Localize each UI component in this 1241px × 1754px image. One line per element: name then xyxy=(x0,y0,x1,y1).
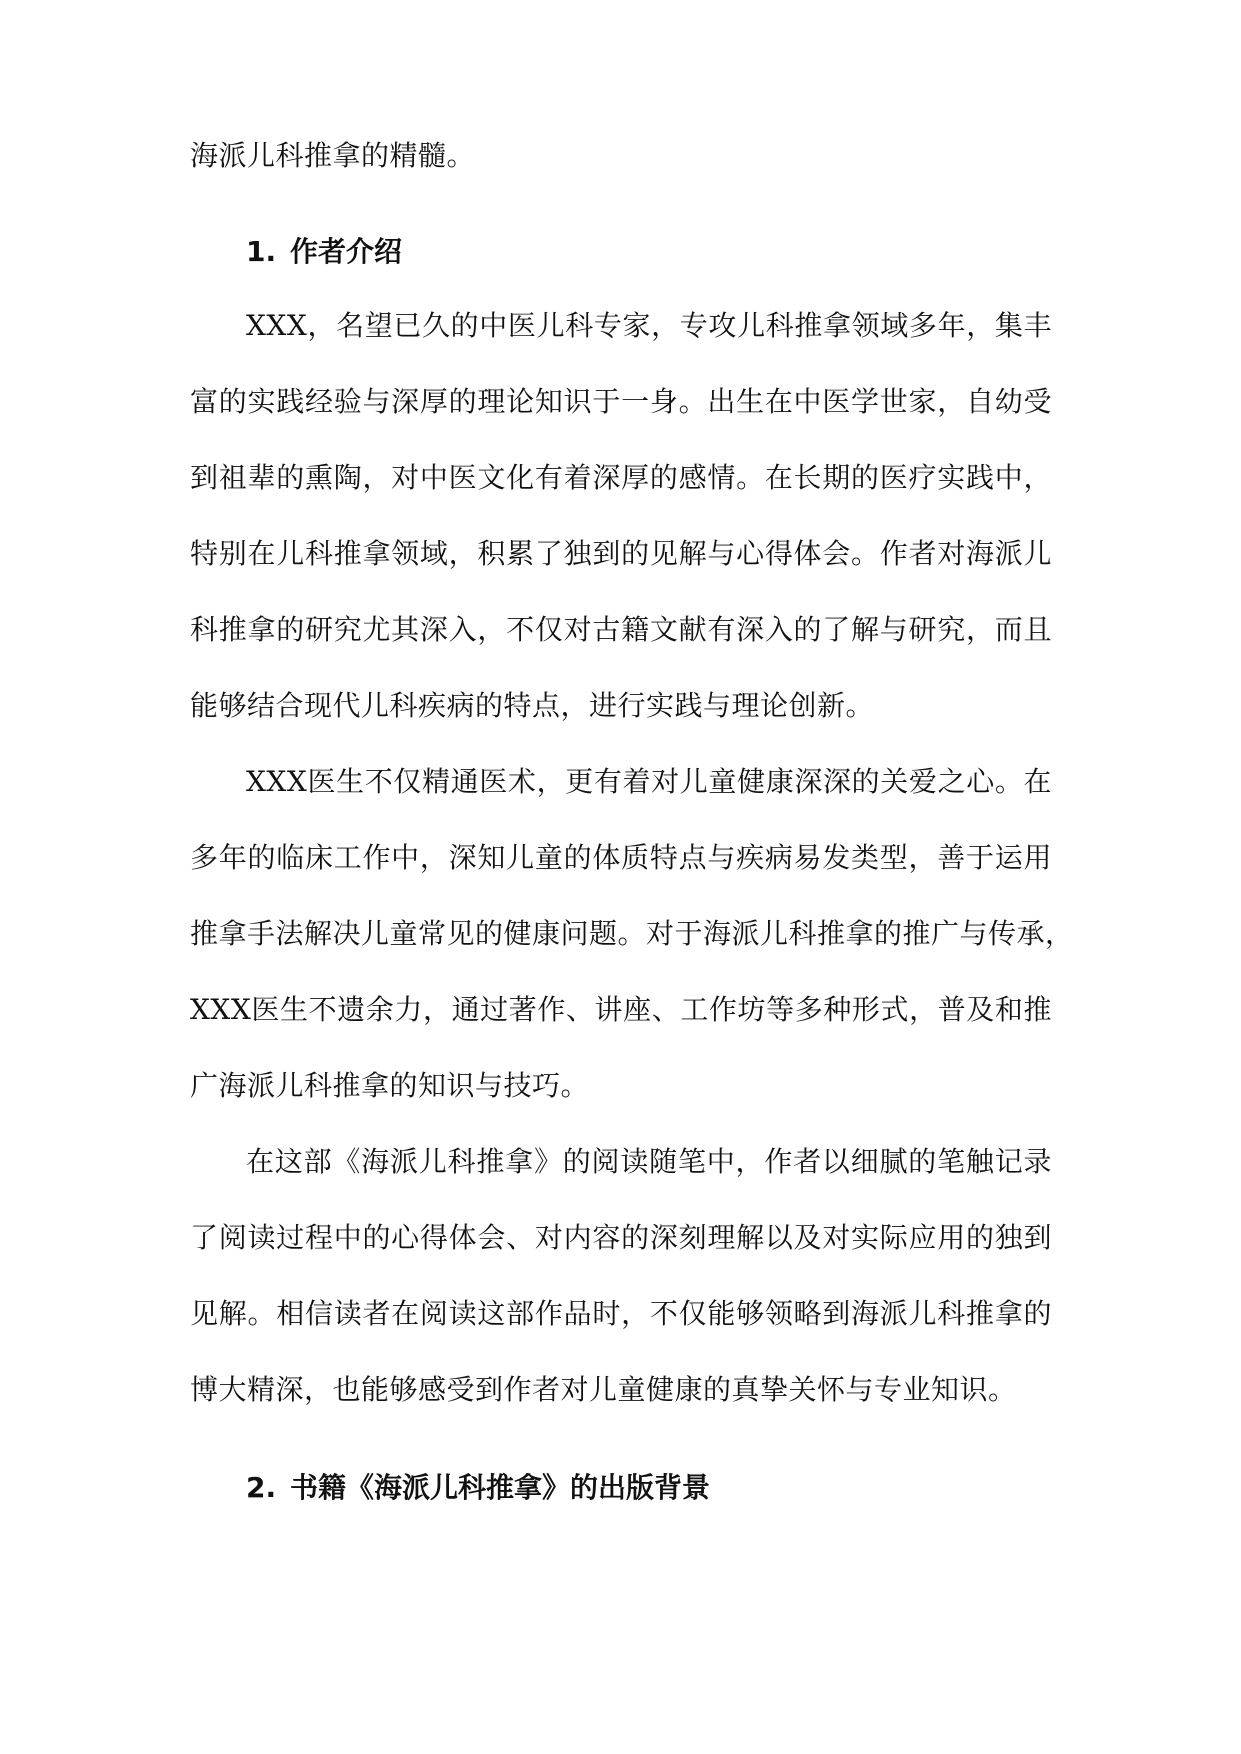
section-title: 作者介绍 xyxy=(290,235,403,268)
paragraph-line: 多年的临床工作中，深知儿童的体质特点与疾病易发类型，善于运用 xyxy=(190,841,1052,874)
paragraph-line: 博大精深，也能够感受到作者对儿童健康的真挚关怀与专业知识。 xyxy=(190,1373,1017,1406)
paragraph-line: 富的实践经验与深厚的理论知识于一身。出生在中医学世家，自幼受 xyxy=(190,385,1052,418)
paragraph-line: 在这部《海派儿科推拿》的阅读随笔中，作者以细腻的笔触记录 xyxy=(246,1145,1052,1178)
paragraph-line: XXX医生不遗余力，通过著作、讲座、工作坊等多种形式，普及和推 xyxy=(190,993,1052,1026)
paragraph-line: 了阅读过程中的心得体会、对内容的深刻理解以及对实际应用的独到 xyxy=(190,1221,1052,1254)
paragraph-line: 推拿手法解决儿童常见的健康问题。对于海派儿科推拿的推广与传承， xyxy=(190,917,1074,950)
paragraph-line: 广海派儿科推拿的知识与技巧。 xyxy=(190,1069,590,1102)
section-heading-author xyxy=(190,236,1052,268)
section-number: 1. xyxy=(246,235,277,268)
paragraph-line: 到祖辈的熏陶，对中医文化有着深厚的感情。在长期的医疗实践中， xyxy=(190,461,1052,494)
paragraph-line: 见解。相信读者在阅读这部作品时，不仅能够领略到海派儿科推拿的 xyxy=(190,1297,1052,1330)
intro-line: 海派儿科推拿的精髓。 xyxy=(190,139,476,172)
section-number: 2. xyxy=(246,1471,277,1504)
section-title: 书籍《海派儿科推拿》的出版背景 xyxy=(290,1471,711,1504)
text-column xyxy=(190,139,1074,1504)
paragraph-line: 能够结合现代儿科疾病的特点，进行实践与理论创新。 xyxy=(190,689,875,722)
paragraph-line: 特别在儿科推拿领域，积累了独到的见解与心得体会。作者对海派儿 xyxy=(190,537,1052,570)
paragraph-line: 科推拿的研究尤其深入，不仅对古籍文献有深入的了解与研究，而且 xyxy=(190,613,1052,646)
paragraph-line: XXX医生不仅精通医术，更有着对儿童健康深深的关爱之心。在 xyxy=(246,765,1052,798)
paragraph-line: XXX，名望已久的中医儿科专家，专攻儿科推拿领域多年，集丰 xyxy=(246,309,1052,342)
section-heading-publication-background xyxy=(190,1472,1052,1504)
